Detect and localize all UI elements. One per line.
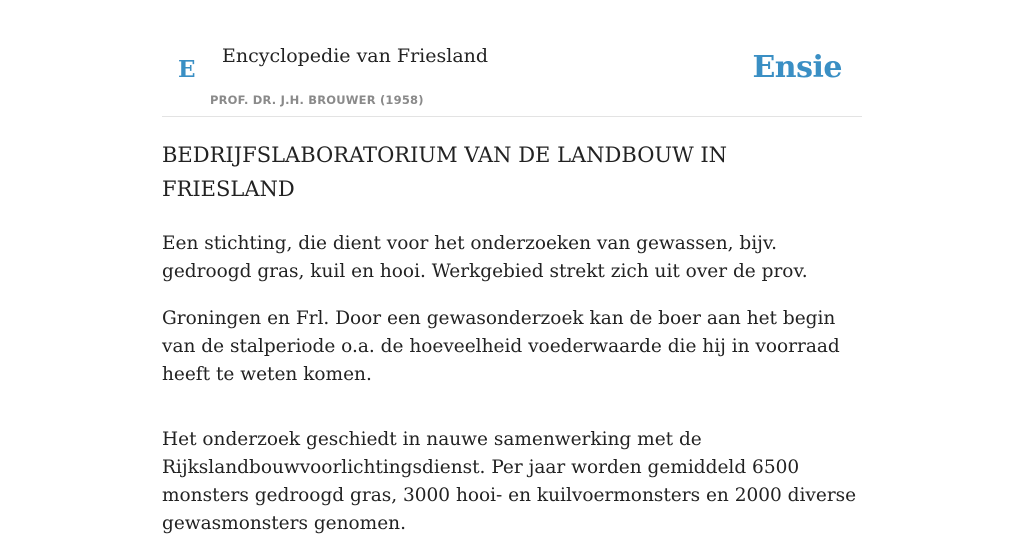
header [162, 0, 862, 117]
entry-title: BEDRIJFSLABORATORIUM VAN DE LANDBOUW IN FRIESLAND [162, 143, 728, 201]
article-paragraph: Een stichting, die dient voor het onderzoeken van gewassen, bijv. gedroogd gras, kuil en hooi. Werkgebied strekt zich uit over de prov. [162, 233, 808, 282]
article-paragraph: Het onderzoek geschiedt in nauwe samenwerking met de Rijkslandbouwvoorlichtingsdienst. Per jaar worden gemiddeld 6500 monsters gedroogd gras, 3000 hooi- en kuilvoermonsters en 2000 diverse gewasmonsters genomen. [162, 429, 857, 534]
article [162, 138, 862, 557]
book-logo-icon[interactable]: E [178, 56, 196, 83]
ensie-logo[interactable]: Ensie [752, 50, 842, 85]
article-paragraph: Groningen en Frl. Door een gewasonderzoek kan de boer aan het begin van de stalperiode o.a. de hoeveelheid voederwaarde die hij in voorraad heeft te weten komen. [162, 308, 840, 385]
author-credit: PROF. DR. J.H. BROUWER (1958) [210, 93, 424, 107]
book-title-link[interactable]: Encyclopedie van Friesland [222, 45, 489, 67]
